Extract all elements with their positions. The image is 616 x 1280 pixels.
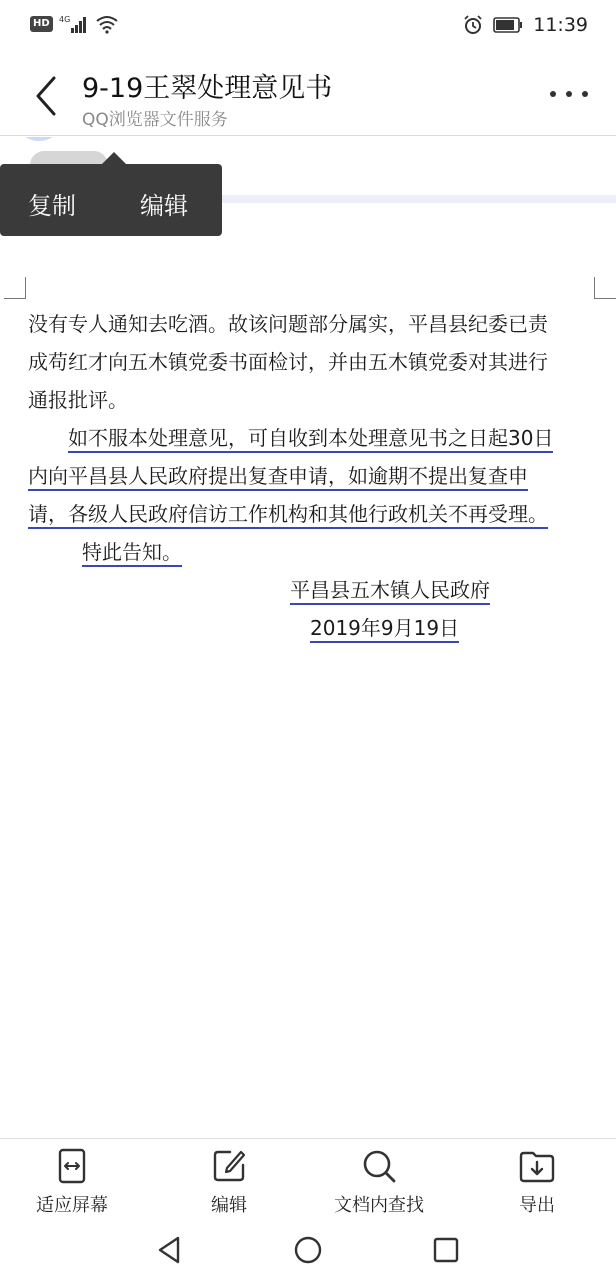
edit-button[interactable]	[210, 1147, 248, 1217]
folder-download-icon	[518, 1147, 556, 1185]
edit-label: 编辑	[211, 1195, 247, 1216]
export-button[interactable]	[518, 1147, 556, 1217]
document-viewer[interactable]	[0, 137, 616, 1137]
fit-screen-label: 适应屏幕	[36, 1195, 108, 1216]
nav-recents-icon[interactable]	[430, 1234, 462, 1266]
paragraph-2-line-2: 内向平昌县人民政府提出复查申请，如逾期不提出复查申	[28, 464, 528, 491]
signature-org: 平昌县五木镇人民政府	[290, 578, 490, 605]
export-label: 导出	[519, 1195, 555, 1216]
nav-back-icon[interactable]	[154, 1234, 186, 1266]
page-subtitle: QQ浏览器文件服务	[82, 110, 228, 130]
hd-badge: HD	[30, 16, 53, 32]
battery-icon	[493, 17, 523, 33]
paragraph-2	[28, 419, 598, 533]
wifi-icon	[95, 14, 119, 34]
back-button[interactable]	[30, 74, 64, 118]
system-nav-bar	[0, 1222, 616, 1280]
signature-org-line	[28, 571, 598, 609]
status-left	[30, 14, 119, 34]
paragraph-2-line-3: 请，各级人民政府信访工作机构和其他行政机关不再受理。	[28, 502, 548, 529]
more-dots-icon	[582, 91, 588, 97]
paragraph-1-line-2: 成苟红才向五木镇党委书面检讨，并由五木镇党委对其进行	[28, 350, 548, 374]
partial-image	[14, 137, 64, 141]
closing-text: 特此告知。	[82, 540, 182, 567]
paragraph-1-line-1: 没有专人通知去吃酒。故该问题部分属实，平昌县纪委已责	[28, 312, 548, 336]
network-type: 4G	[58, 15, 70, 24]
page-corner-right	[594, 277, 616, 299]
status-time: 11:39	[533, 14, 588, 36]
signal-icon	[59, 14, 89, 34]
more-dots-icon	[550, 91, 556, 97]
status-right	[463, 14, 588, 36]
closing-line	[28, 533, 598, 571]
signature-date: 2019年9月19日	[310, 616, 459, 643]
search-icon	[360, 1147, 398, 1185]
selection-highlight	[222, 195, 616, 203]
paragraph-1-line-3: 通报批评。	[28, 388, 128, 412]
text-selection-popup	[0, 164, 222, 236]
fit-screen-button[interactable]	[36, 1147, 108, 1217]
more-button[interactable]	[550, 86, 588, 102]
find-label: 文档内查找	[334, 1195, 424, 1216]
edit-pencil-icon	[210, 1147, 248, 1185]
page-title: 9-19王翠处理意见书	[82, 73, 333, 104]
paragraph-2-line-1: 如不服本处理意见，可自收到本处理意见书之日起30日	[68, 426, 553, 453]
popup-pointer	[102, 152, 126, 164]
bottom-toolbar	[0, 1138, 616, 1222]
nav-home-icon[interactable]	[292, 1234, 324, 1266]
app-header	[0, 52, 616, 136]
edit-popup-button[interactable]: 编辑	[140, 192, 188, 220]
back-arrow-icon	[30, 74, 64, 118]
alarm-icon	[463, 15, 483, 35]
copy-button[interactable]: 复制	[28, 192, 76, 220]
fit-width-icon	[53, 1147, 91, 1185]
paragraph-1	[28, 305, 598, 419]
page-corner-left	[4, 277, 26, 299]
more-dots-icon	[566, 91, 572, 97]
signature-date-line	[28, 609, 598, 647]
find-in-document-button[interactable]	[334, 1147, 424, 1217]
status-bar	[0, 0, 616, 52]
